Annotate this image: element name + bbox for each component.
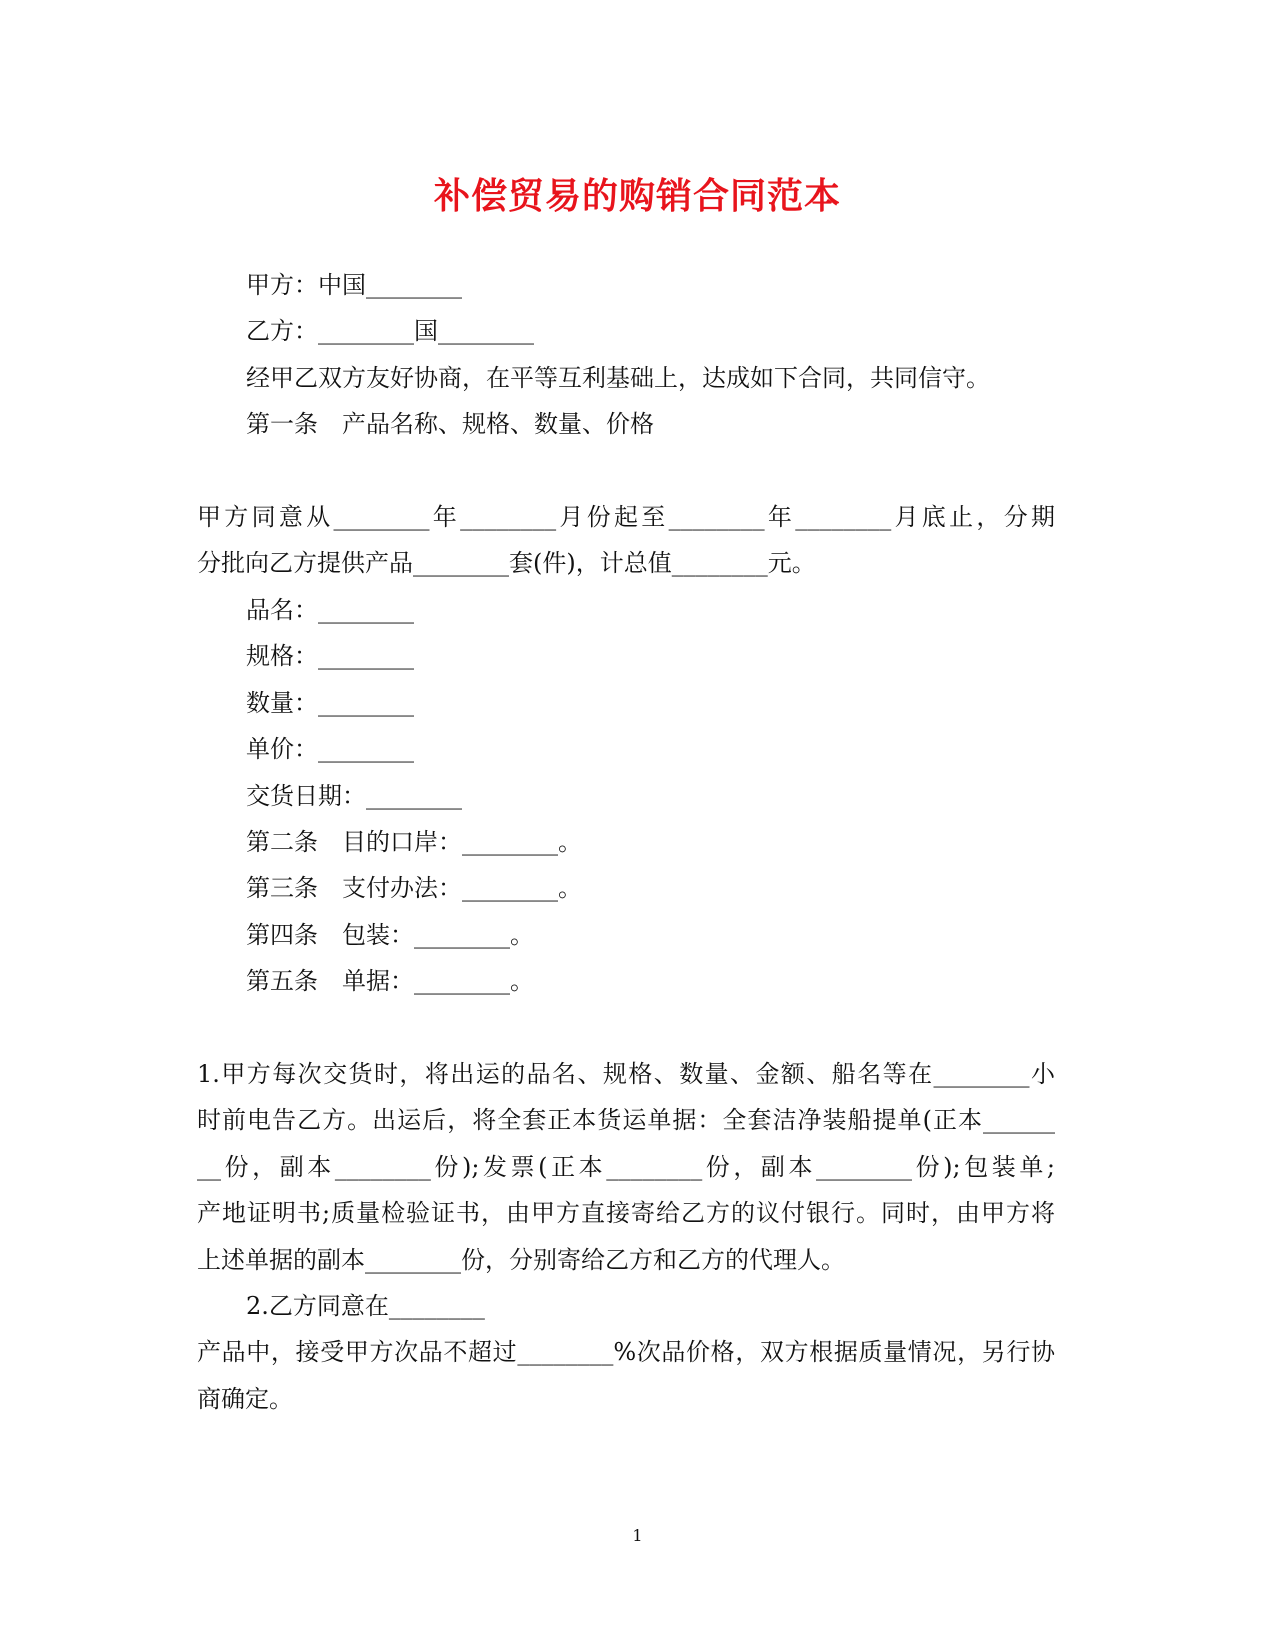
clause-1-line-4: 产地证明书;质量检验证书，由甲方直接寄给乙方的议付银行。同时，由甲方将 (197, 1199, 1055, 1227)
party-b-line: 乙方：________国________ (246, 317, 534, 345)
article-5-line: 第五条 单据：________。 (246, 967, 534, 995)
unit-price-field: 单价：________ (246, 735, 414, 763)
party-a-line: 甲方：中国________ (246, 271, 462, 299)
clause-1-line-1: 1.甲方每次交货时，将出运的品名、规格、数量、金额、船名等在________小 (197, 1060, 1055, 1088)
product-name-field: 品名：________ (246, 596, 414, 624)
clause-2-line-3: 商确定。 (197, 1385, 293, 1413)
article-4-line: 第四条 包装：________。 (246, 921, 534, 949)
clause-2-line-2: 产品中，接受甲方次品不超过________%次品价格，双方根据质量情况，另行协 (197, 1338, 1055, 1366)
clause-1-line-3: __份，副本________份);发票(正本________份，副本________份);包装单; (197, 1153, 1055, 1181)
supply-period-line: 甲方同意从________年________月份起至________年________月底止，分期 (197, 503, 1055, 531)
page-number: 1 (632, 1526, 643, 1545)
spec-field: 规格：________ (246, 642, 414, 670)
quantity-field: 数量：________ (246, 689, 414, 717)
preamble-line: 经甲乙双方友好协商，在平等互利基础上，达成如下合同，共同信守。 (246, 364, 990, 392)
delivery-date-field: 交货日期：________ (246, 782, 462, 810)
clause-2-line-1: 2.乙方同意在________ (246, 1292, 485, 1320)
article-2-line: 第二条 目的口岸：________。 (246, 828, 582, 856)
clause-1-line-2: 时前电告乙方。出运后，将全套正本货运单据：全套洁净装船提单(正本______ (197, 1106, 1055, 1134)
article-3-line: 第三条 支付办法：________。 (246, 874, 582, 902)
clause-1-line-5: 上述单据的副本________份，分别寄给乙方和乙方的代理人。 (197, 1246, 845, 1274)
article-1-heading: 第一条 产品名称、规格、数量、价格 (246, 410, 654, 438)
supply-total-line: 分批向乙方提供产品________套(件)，计总值________元。 (197, 549, 816, 577)
document-title: 补偿贸易的购销合同范本 (433, 175, 841, 217)
